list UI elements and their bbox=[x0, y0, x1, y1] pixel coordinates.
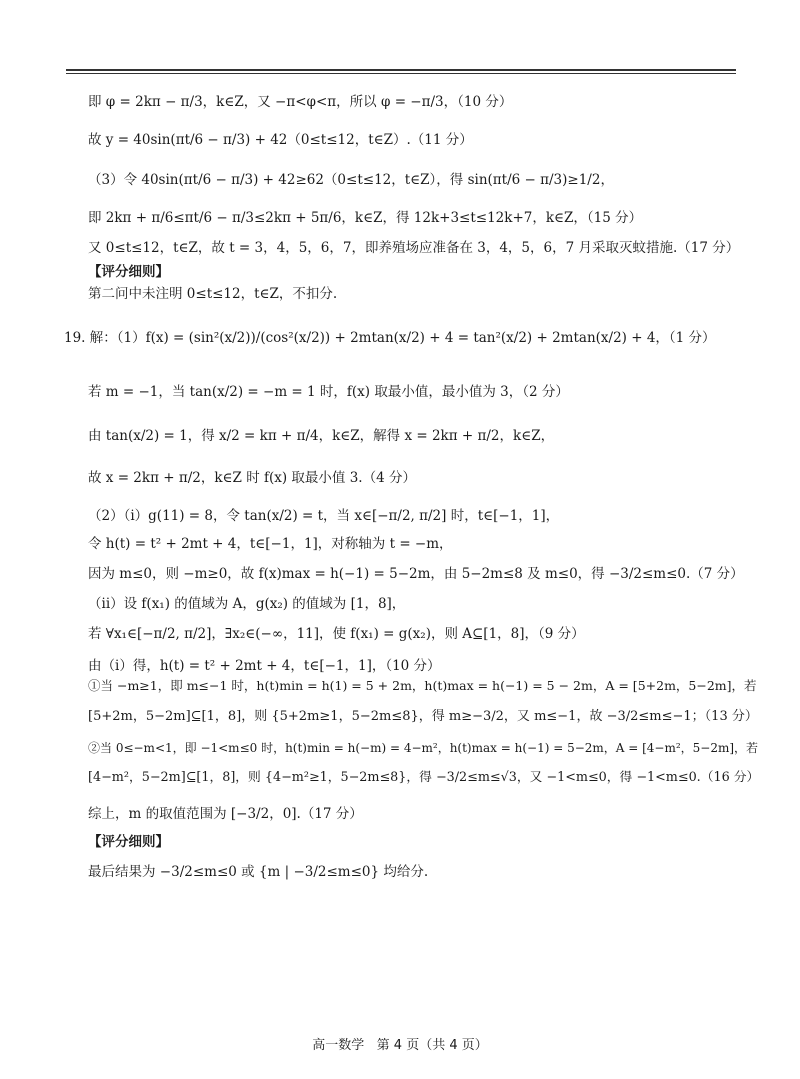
grading-rules-heading-2: 【评分细则】 bbox=[88, 834, 169, 850]
q19-case2-line1: ②当 0≤−m<1，即 −1<m≤0 时，h(t)min = h(−m) = 4−m²，h(t)max = h(−1) = 5−2m，A = [4−m²，5−2m]，若 bbox=[88, 741, 759, 755]
solution-line-y-formula: 故 y = 40sin(πt/6 − π/3) + 42（0≤t≤12，t∈Z）.（11 分） bbox=[88, 132, 473, 148]
q19-line-min: 若 m = −1，当 tan(x/2) = −m = 1 时，f(x) 取最小值，最小值为 3，（2 分） bbox=[88, 384, 569, 400]
grading-rule-final: 最后结果为 −3/2≤m≤0 或 {m | −3/2≤m≤0} 均给分. bbox=[88, 864, 429, 880]
solution-line-conclusion: 又 0≤t≤12，t∈Z，故 t = 3，4，5，6，7，即养殖场应准备在 3，4，5，6，7 月采取灭蚊措施.（17 分） bbox=[88, 240, 740, 256]
q19-part1-fx: 19. 解：（1）f(x) = (sin²(x/2))/(cos²(x/2)) + 2mtan(x/2) + 4 = tan²(x/2) + 2mtan(x/2) + 4，（1 分） bbox=[64, 330, 716, 346]
solution-line-part3: （3）令 40sin(πt/6 − π/3) + 42≥62（0≤t≤12，t∈Z），得 sin(πt/6 − π/3)≥1/2， bbox=[88, 172, 614, 188]
q19-part2-ii: （ii）设 f(x₁) 的值域为 A，g(x₂) 的值域为 [1，8]， bbox=[88, 596, 406, 612]
q19-case1-line1: ①当 −m≥1，即 m≤−1 时，h(t)min = h(1) = 5 + 2m，h(t)max = h(−1) = 5 − 2m，A = [5+2m，5−2m]，若 bbox=[88, 678, 757, 693]
q19-case1-line2: [5+2m，5−2m]⊆[1，8]，则 {5+2m≥1，5−2m≤8}，得 m≥−3/2，又 m≤−1，故 −3/2≤m≤−1；（13 分） bbox=[88, 709, 758, 724]
q19-case2-line2: [4−m²，5−2m]⊆[1，8]，则 {4−m²≥1，5−2m≤8}，得 −3/2≤m≤√3，又 −1<m≤0，得 −1<m≤0.（16 分） bbox=[88, 770, 760, 785]
q19-line-from-i: 由（i）得，h(t) = t² + 2mt + 4，t∈[−1，1]，（10 分） bbox=[88, 658, 441, 674]
solution-line-phi: 即 φ = 2kπ − π/3，k∈Z，又 −π<φ<π，所以 φ = −π/3，（10 分） bbox=[88, 94, 513, 110]
solution-line-inequality: 即 2kπ + π/6≤πt/6 − π/3≤2kπ + 5π/6，k∈Z，得 12k+3≤t≤12k+7，k∈Z，（15 分） bbox=[88, 210, 643, 226]
q19-part2-i: （2）（i）g(11) = 8，令 tan(x/2) = t，当 x∈[−π/2, π/2] 时，t∈[−1，1]， bbox=[88, 508, 560, 524]
q19-line-h-def: 令 h(t) = t² + 2mt + 4，t∈[−1，1]，对称轴为 t = −m， bbox=[88, 536, 453, 552]
header-rule-thick bbox=[66, 69, 736, 71]
grading-rule-line: 第二问中未注明 0≤t≤12，t∈Z，不扣分. bbox=[88, 286, 338, 302]
q19-line-solve-x: 由 tan(x/2) = 1，得 x/2 = kπ + π/4，k∈Z，解得 x = 2kπ + π/2，k∈Z， bbox=[88, 428, 555, 444]
grading-rules-heading: 【评分细则】 bbox=[88, 264, 169, 280]
q19-line-x-result: 故 x = 2kπ + π/2，k∈Z 时 f(x) 取最小值 3.（4 分） bbox=[88, 470, 416, 486]
q19-line-m-range: 因为 m≤0，则 −m≥0，故 f(x)max = h(−1) = 5−2m，由 5−2m≤8 及 m≤0，得 −3/2≤m≤0.（7 分） bbox=[88, 566, 744, 582]
page-footer: 高一数学 第 4 页（共 4 页） bbox=[312, 1038, 488, 1053]
q19-line-forall: 若 ∀x₁∈[−π/2, π/2]，∃x₂∈(−∞，11]，使 f(x₁) = g(x₂)，则 A⊆[1，8]，（9 分） bbox=[88, 626, 585, 642]
header-rule-thin bbox=[66, 73, 736, 74]
q19-summary: 综上，m 的取值范围为 [−3/2，0].（17 分） bbox=[88, 806, 363, 822]
